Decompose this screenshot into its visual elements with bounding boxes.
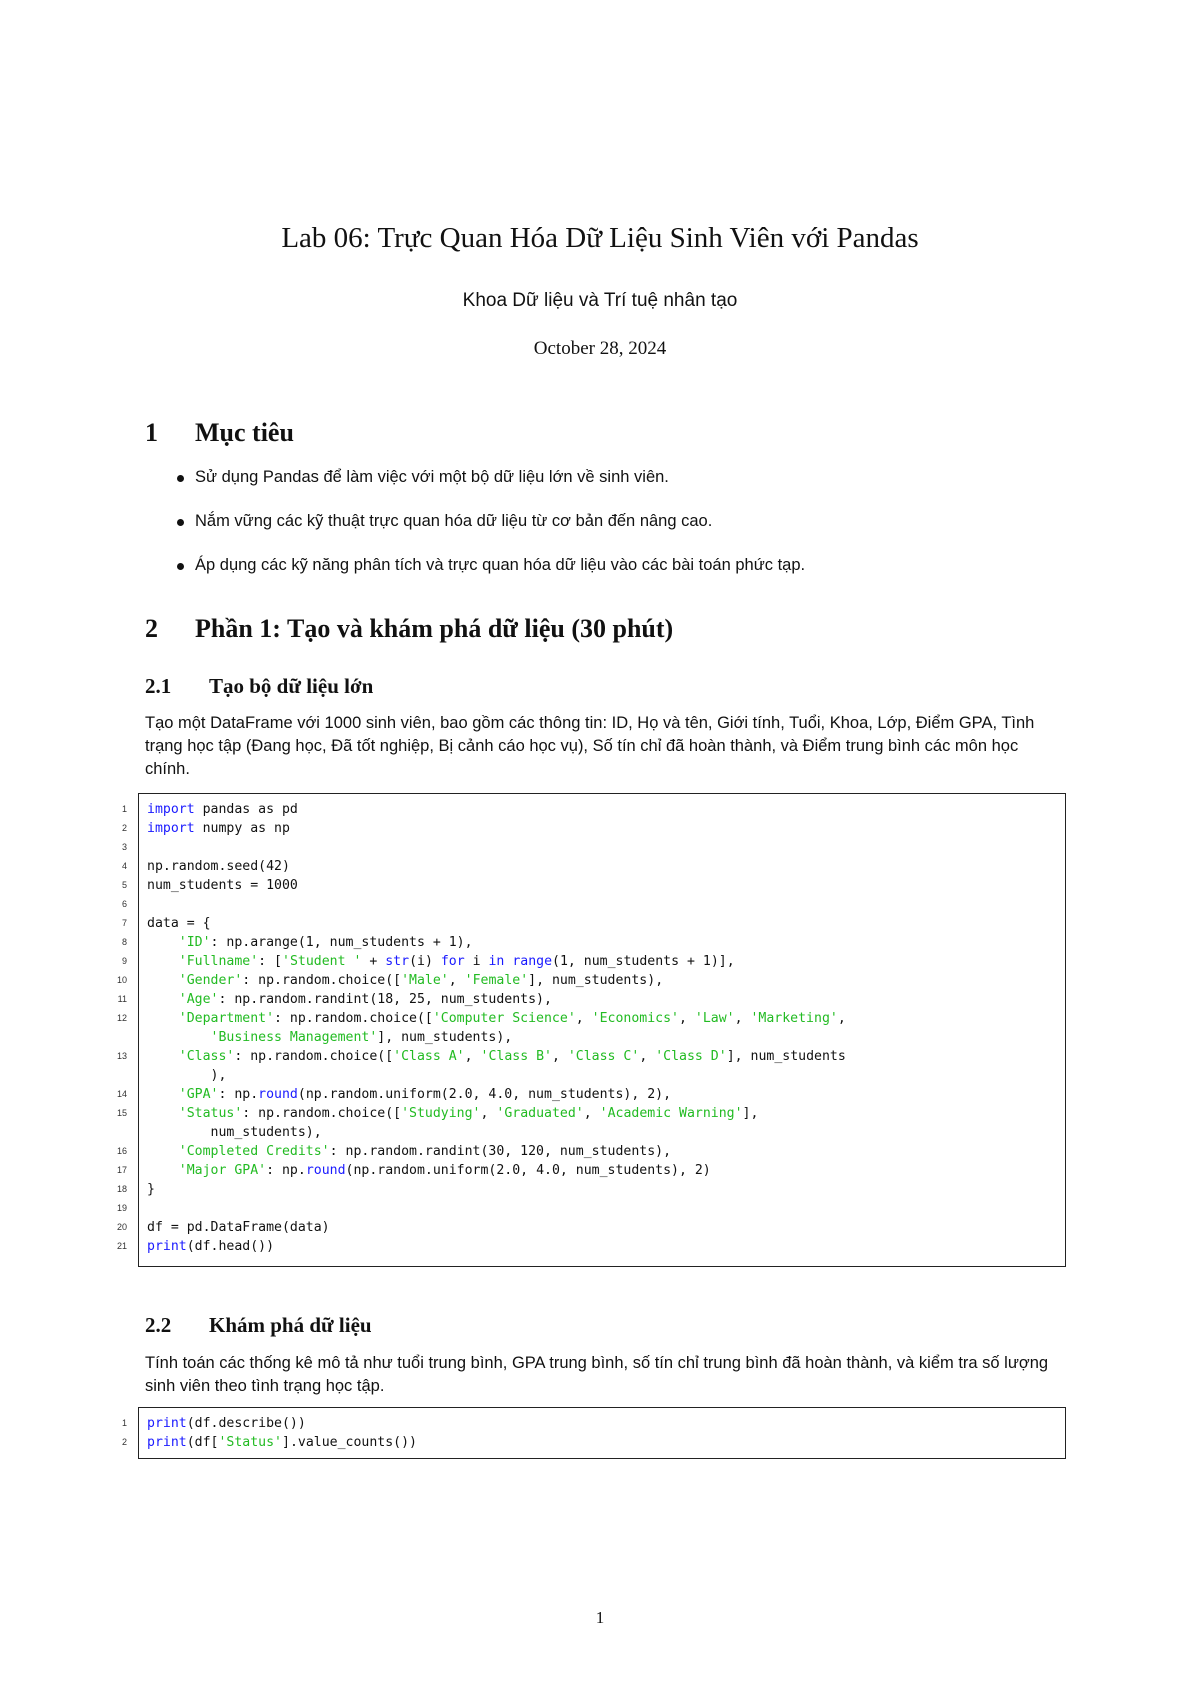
code-listing-1: 1 import pandas as pd 2 import numpy as np 3 4 np.random.seed(42) 5 num_students = 1000 6 7 data = { 8 'ID': np.arange(1, num_students + 1), 9 'Fullname': ['Student ' + str(i) for i in range(1, num_students + 1)], 10 'Gender': np.random.choice(['Male', 'Female'], num_students), 11 'Age': np.random.randint(18, 25, num_students), 12 'Department': np.random.choice(['Computer Science', 'Economics', 'Law', 'Marketing', 'Business Management'], num_students), 13 'Class': np.random.choice(['Class A', 'Class B', 'Class C', 'Class D'], num_students ), 14 'GPA': np.round(np.random.uniform(2.0, 4.0, num_students), 2), 15 'Status': np.random.choice(['Studying', 'Graduated', 'Academic Warning'], num_students), 16 'Completed Credits': np.random.randint(30, 120, num_students), 17 'Major GPA': np.round(np.random.uniform(2.0, 4.0, num_students), 2) 18 } 19 20 df = pd.DataFrame(data) 21 print(df.head()) xyxy=(138,793,1066,1267)
section-number: 1 xyxy=(145,418,158,447)
paragraph: Tạo một DataFrame với 1000 sinh viên, bao gồm các thông tin: ID, Họ và tên, Giới tính, Tuổi, Khoa, Lớp, Điểm GPA, Tình trạng học tập (Đang học, Đã tốt nghiệp, Bị cảnh cáo học vụ), Số tín chỉ đã hoàn thành, và Điểm trung bình các môn học chính. xyxy=(145,714,1035,778)
bullet-icon xyxy=(177,519,184,526)
subsection-title: Khám phá dữ liệu xyxy=(209,1313,372,1337)
list-item: Áp dụng các kỹ năng phân tích và trực quan hóa dữ liệu vào các bài toán phức tạp. xyxy=(173,556,805,600)
document-title: Lab 06: Trực Quan Hóa Dữ Liệu Sinh Viên với Pandas xyxy=(281,222,919,254)
list-item: Nắm vững các kỹ thuật trực quan hóa dữ liệu từ cơ bản đến nâng cao. xyxy=(173,512,805,556)
subsection-2-1-heading xyxy=(145,674,373,699)
section-title: Phần 1: Tạo và khám phá dữ liệu (30 phút) xyxy=(195,614,674,643)
page-number: 1 xyxy=(595,1608,605,1627)
section-title: Mục tiêu xyxy=(195,418,294,447)
subsection-2-2-heading xyxy=(145,1313,372,1338)
code-listing-2: 1 print(df.describe()) 2 print(df['Status'].value_counts()) xyxy=(138,1407,1066,1459)
objectives-list xyxy=(173,468,805,600)
section-1-heading xyxy=(145,418,294,448)
paragraph: Tính toán các thống kê mô tả như tuổi trung bình, GPA trung bình, số tín chỉ trung bình đã hoàn thành, và kiểm tra số lượng sinh viên theo tình trạng học tập. xyxy=(145,1354,1049,1395)
subsection-number: 2.1 xyxy=(145,674,172,698)
bullet-icon xyxy=(177,475,184,482)
subsection-number: 2.2 xyxy=(145,1313,172,1337)
section-number: 2 xyxy=(145,614,158,643)
bullet-icon xyxy=(177,563,184,570)
document-author: Khoa Dữ liệu và Trí tuệ nhân tạo xyxy=(462,290,738,311)
subsection-title: Tạo bộ dữ liệu lớn xyxy=(209,674,374,698)
section-2-heading xyxy=(145,614,673,644)
document-date: October 28, 2024 xyxy=(533,338,667,359)
list-item: Sử dụng Pandas để làm việc với một bộ dữ liệu lớn về sinh viên. xyxy=(173,468,805,512)
